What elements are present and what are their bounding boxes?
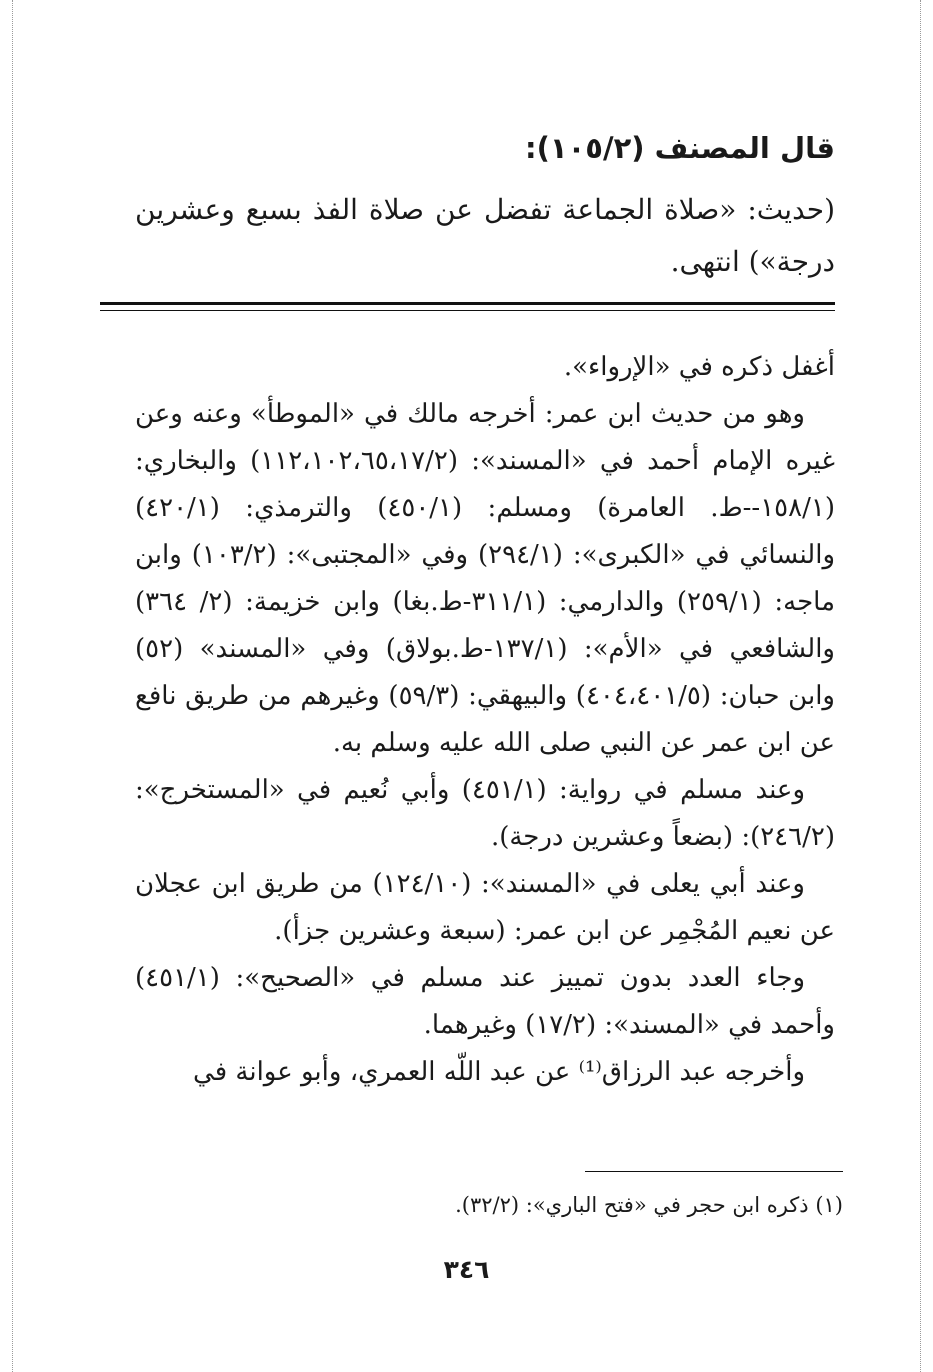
paragraph: وعند مسلم في رواية: (٤٥١/١) وأبي نُعيم في «المستخرج»: (٢٤٦/٢): (بضعاً وعشرين درجة).: [135, 775, 835, 852]
scan-margin-line-right: [920, 0, 921, 1372]
paragraph: وأخرجه عبد الرزاق⁽¹⁾ عن عبد اللّه العمري، وأبو عوانة في: [193, 1057, 805, 1087]
hadith-quote: (حديث: «صلاة الجماعة تفضل عن صلاة الفذ بسبع وعشرين درجة») انتهى.: [135, 193, 835, 278]
paragraph: وعند أبي يعلى في «المسند»: (١٢٤/١٠) من طريق ابن عجلان عن نعيم المُجْمِر عن ابن عمر: (سبعة وعشرين جزأ).: [135, 869, 835, 946]
separator-rule-thick: [100, 302, 835, 305]
footnote: (١) ذكره ابن حجر في «فتح الباري»: (٣٢/٢).: [455, 1193, 843, 1217]
paragraph: وهو من حديث ابن عمر: أخرجه مالك في «الموطأ» وعنه وعن غيره الإمام أحمد في «المسند»: (١١٢،١٠٢،٦٥،١٧/٢) والبخاري: (١٥٨/١--ط. العامرة) ومسلم: (٤٥٠/١) والترمذي: (٤٢٠/١) والنسائي في «الكبرى»: (٢٩٤/١) وفي «المجتبى»: (١٠٣/٢) وابن ماجه: (٢٥٩/١) والدارمي: (٣١١/١-ط.بغا) وابن خزيمة: (٢/ ٣٦٤) والشافعي في «الأم»: (١٣٧/١-ط.بولاق) وفي «المسند» (٥٢) وابن حبان: (٤٠٤،٤٠١/٥) والبيهقي: (٥٩/٣) وغيرهم من طريق نافع عن ابن عمر عن النبي صلى الله عليه وسلم به.: [135, 399, 836, 758]
section-heading: قال المصنف (١٠٥/٢):: [525, 131, 835, 165]
paragraph: أغفل ذكره في «الإرواء».: [563, 352, 835, 382]
footnote-separator: [585, 1171, 843, 1172]
separator-rule-thin: [100, 310, 835, 311]
paragraph: وجاء العدد بدون تمييز عند مسلم في «الصحيح»: (٤٥١/١) وأحمد في «المسند»: (١٧/٢) وغيرهما.: [135, 963, 835, 1040]
page-number: ٣٤٦: [443, 1255, 490, 1284]
scan-margin-line-left: [12, 0, 13, 1372]
commentary-body: [135, 344, 835, 1096]
